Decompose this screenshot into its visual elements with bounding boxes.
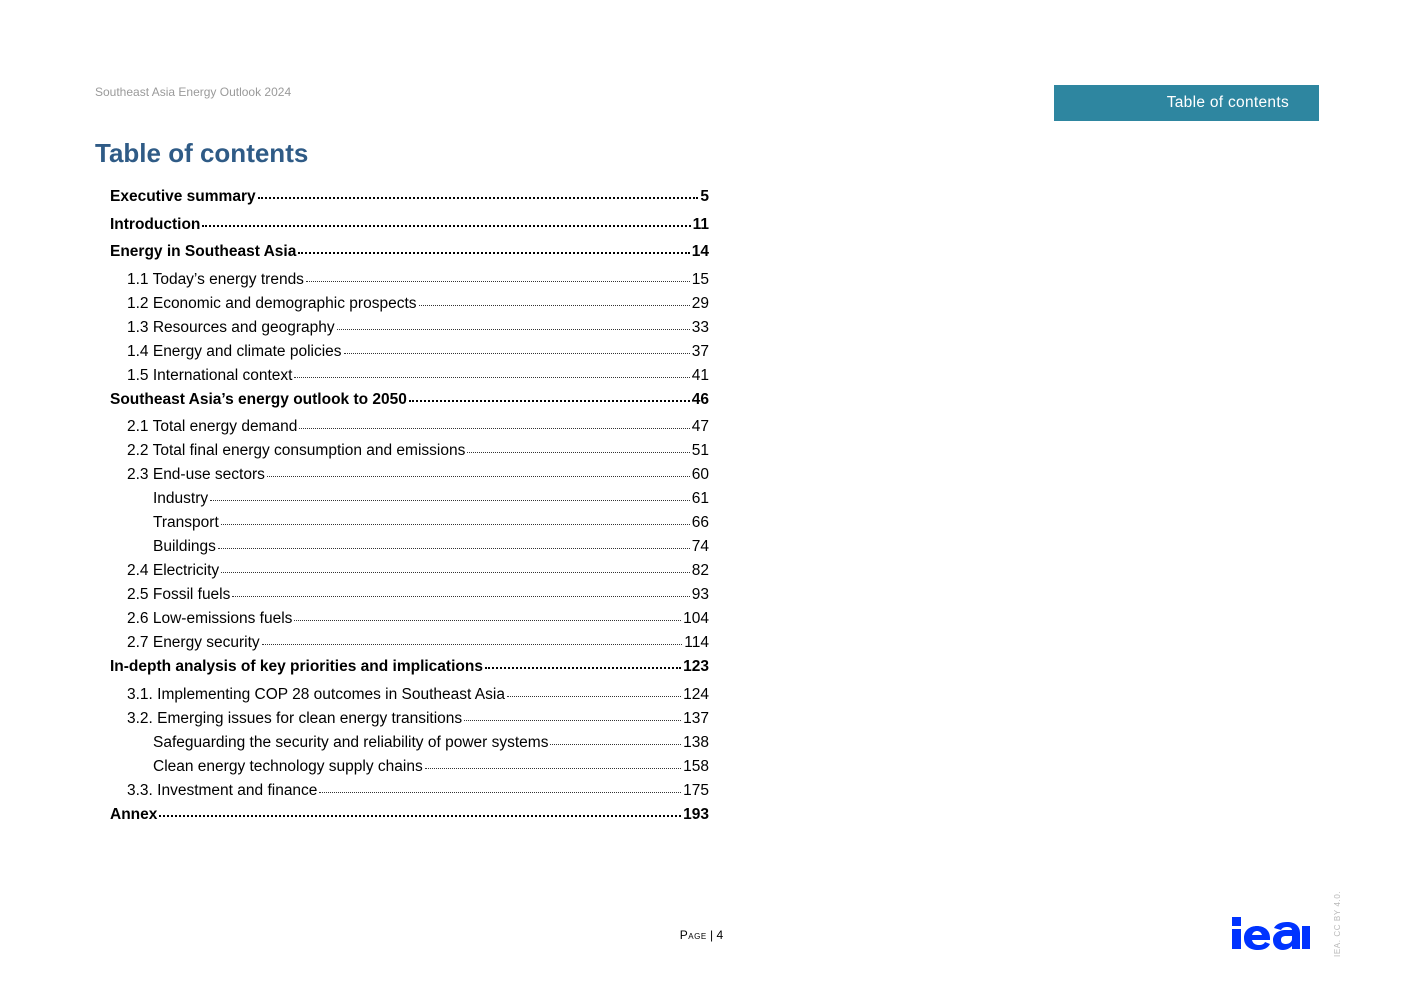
dot-leader — [464, 720, 681, 721]
toc-entry-title: 2.1 Total energy demand — [127, 418, 298, 435]
dot-leader — [507, 696, 681, 697]
toc-entry-title: Introduction — [110, 215, 201, 233]
toc-entry-page: 138 — [683, 733, 709, 751]
toc-entry-title: Energy in Southeast Asia — [110, 243, 297, 260]
toc-entry-page: 66 — [691, 514, 709, 531]
toc-entry[interactable] — [110, 782, 709, 806]
toc-entry-page: 123 — [683, 658, 709, 675]
toc-entry-title: Executive summary — [110, 188, 256, 205]
toc-entry-title: In-depth analysis of key priorities and implications — [110, 658, 483, 675]
dot-leader — [344, 353, 690, 354]
section-tab[interactable] — [1054, 85, 1319, 121]
toc-entry[interactable] — [110, 586, 709, 610]
toc-entry[interactable] — [110, 514, 709, 538]
toc-entry-page: 137 — [683, 709, 709, 727]
dot-leader — [299, 428, 689, 429]
toc-entry-page: 60 — [691, 466, 709, 483]
toc-entry-page: 175 — [683, 781, 709, 799]
toc-entry-title: 3.1. Implementing COP 28 outcomes in Southeast Asia — [127, 685, 505, 703]
toc-entry[interactable] — [110, 343, 709, 367]
toc-entry-page: 158 — [683, 757, 709, 775]
toc-entry-title: Annex — [110, 805, 158, 823]
dot-leader — [159, 815, 681, 817]
toc-entry-page: 11 — [692, 215, 709, 233]
page-footer — [0, 928, 1403, 942]
dot-leader — [306, 281, 690, 282]
dot-leader — [294, 377, 689, 378]
dot-leader — [294, 620, 681, 621]
toc-entry[interactable] — [110, 562, 709, 586]
page-separator: | — [706, 928, 717, 942]
dot-leader — [485, 667, 681, 669]
dot-leader — [267, 476, 690, 477]
toc-entry[interactable] — [110, 686, 709, 710]
toc-entry[interactable] — [110, 418, 709, 442]
toc-entry-title: Transport — [153, 514, 219, 531]
dot-leader — [221, 524, 690, 525]
toc-entry-title: 1.1 Today’s energy trends — [127, 270, 304, 288]
dot-leader — [262, 644, 683, 645]
license-note: IEA. CC BY 4.0. — [1333, 890, 1342, 957]
dot-leader — [425, 768, 681, 769]
dot-leader — [419, 305, 690, 306]
toc-entry-title: 1.2 Economic and demographic prospects — [127, 294, 417, 312]
dot-leader — [467, 452, 689, 453]
toc-entry-page: 124 — [683, 685, 709, 703]
toc-entry[interactable] — [110, 216, 709, 244]
toc-entry-title: Buildings — [153, 538, 216, 555]
toc-entry-page: 51 — [691, 442, 709, 459]
toc-entry-title: 3.2. Emerging issues for clean energy transitions — [127, 709, 463, 727]
page-word: Page — [679, 928, 707, 942]
toc-entry-page: 74 — [691, 538, 709, 555]
toc-entry[interactable] — [110, 243, 709, 271]
toc-entry-title: 2.3 End-use sectors — [127, 466, 265, 483]
dot-leader — [319, 792, 681, 793]
toc-entry[interactable] — [110, 188, 709, 216]
page-title: Table of contents — [95, 138, 309, 168]
toc-entry[interactable] — [110, 391, 709, 419]
toc-entry-page: 37 — [691, 342, 709, 360]
toc-entry-page: 5 — [700, 188, 709, 205]
table-of-contents — [110, 188, 709, 833]
toc-entry[interactable] — [110, 710, 709, 734]
toc-entry-title: Industry — [153, 490, 209, 507]
dot-leader — [337, 329, 690, 330]
dot-leader — [409, 400, 690, 402]
dot-leader — [258, 197, 699, 199]
toc-entry[interactable] — [110, 319, 709, 343]
page-number: 4 — [716, 928, 724, 942]
toc-entry[interactable] — [110, 610, 709, 634]
dot-leader — [298, 252, 689, 254]
dot-leader — [221, 572, 690, 573]
toc-entry-page: 82 — [691, 562, 709, 579]
toc-entry[interactable] — [110, 442, 709, 466]
toc-entry-title: 2.5 Fossil fuels — [127, 586, 231, 603]
toc-entry-page: 15 — [691, 270, 709, 288]
iea-logo-icon — [1232, 915, 1310, 951]
toc-entry-title: 2.7 Energy security — [127, 634, 260, 651]
toc-entry-page: 47 — [691, 418, 709, 435]
toc-entry[interactable] — [110, 367, 709, 391]
dot-leader — [550, 744, 681, 745]
toc-entry[interactable] — [110, 538, 709, 562]
toc-entry[interactable] — [110, 295, 709, 319]
toc-entry[interactable] — [110, 271, 709, 295]
toc-entry-page: 33 — [691, 318, 709, 336]
toc-entry[interactable] — [110, 806, 709, 834]
toc-entry[interactable] — [110, 466, 709, 490]
toc-entry-page: 114 — [684, 634, 709, 651]
toc-entry[interactable] — [110, 658, 709, 686]
toc-entry-page: 46 — [691, 390, 709, 408]
toc-entry-title: Clean energy technology supply chains — [153, 757, 423, 775]
toc-entry-title: Safeguarding the security and reliability of power systems — [153, 733, 549, 751]
toc-entry-title: 2.2 Total final energy consumption and emissions — [127, 442, 466, 459]
dot-leader — [232, 596, 689, 597]
toc-entry-page: 193 — [683, 805, 709, 823]
toc-entry[interactable] — [110, 758, 709, 782]
toc-entry-title: 2.6 Low-emissions fuels — [127, 610, 293, 627]
toc-entry-page: 61 — [691, 490, 709, 507]
toc-entry-title: 3.3. Investment and finance — [127, 781, 318, 799]
toc-entry[interactable] — [110, 490, 709, 514]
toc-entry-title: 1.3 Resources and geography — [127, 318, 335, 336]
toc-entry[interactable] — [110, 734, 709, 758]
dot-leader — [218, 548, 690, 549]
toc-entry-page: 41 — [691, 366, 709, 384]
toc-entry[interactable] — [110, 634, 709, 658]
toc-entry-page: 14 — [691, 243, 709, 260]
toc-entry-title: Southeast Asia’s energy outlook to 2050 — [110, 390, 407, 408]
toc-entry-page: 29 — [691, 294, 709, 312]
dot-leader — [210, 500, 690, 501]
running-head: Southeast Asia Energy Outlook 2024 — [95, 85, 292, 99]
toc-entry-title: 1.4 Energy and climate policies — [127, 342, 342, 360]
toc-entry-title: 1.5 International context — [127, 366, 293, 384]
toc-entry-page: 93 — [691, 586, 709, 603]
dot-leader — [202, 225, 690, 227]
section-tab-label: Table of contents — [1166, 94, 1289, 111]
toc-entry-page: 104 — [683, 610, 709, 627]
toc-entry-title: 2.4 Electricity — [127, 562, 220, 579]
